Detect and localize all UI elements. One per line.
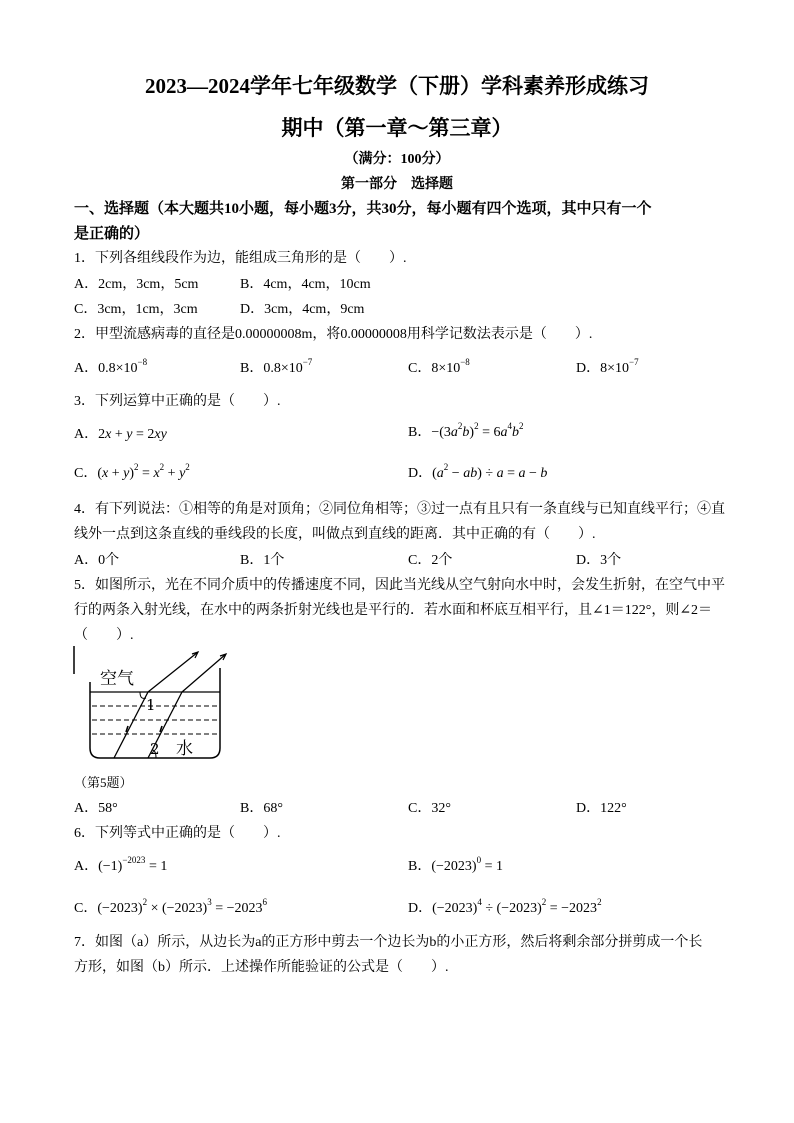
q2-option-b: B．$0.8\times 10^{-7}$ [240, 357, 313, 376]
q5-option-b: B．68° [240, 801, 283, 816]
q5-option-d: D．122° [576, 801, 627, 816]
q7-stem-line2: 方形，如图（b）所示．上述操作所能验证的公式是（ ）. [74, 960, 449, 975]
q2-stem: 2．甲型流感病毒的直径是0.00000008m，将0.00000008用科学记数法表示是（ ）. [74, 327, 593, 342]
q1-option-d: D．3cm，4cm，9cm [240, 302, 365, 317]
q4-option-d: D．3个 [576, 553, 622, 568]
exam-title: 2023—2024学年七年级数学（下册）学科素养形成练习 [145, 74, 649, 98]
q3-option-b: B．$-(3a^2b)^2 = 6a^4b^2$ [408, 421, 524, 440]
q6-option-c: C．$(-2023)^2 \times (-2023)^3 = -2023^6$ [74, 897, 267, 916]
q1-stem: 1．下列各组线段作为边，能组成三角形的是（ ）. [74, 251, 407, 266]
fig-label-angle2: 2 [150, 740, 160, 758]
q4-stem-line1: 4．有下列说法：①相等的角是对顶角；②同位角相等；③过一点有且只有一条直线与已知直线平行；④直 [74, 502, 725, 517]
q5-stem-line3: （ ）. [74, 628, 134, 643]
q7-stem-line1: 7．如图（a）所示，从边长为a的正方形中剪去一个边长为b的小正方形，然后将剩余部分拼剪成一个长 [74, 935, 703, 950]
q1-option-b: B．4cm，4cm，10cm [240, 277, 371, 292]
q5-stem-line1: 5．如图所示，光在不同介质中的传播速度不同，因此当光线从空气射向水中时，会发生折射，在空气中平 [74, 578, 725, 593]
q1-option-a: A．2cm，3cm，5cm [74, 277, 199, 292]
q3-option-d: D．$(a^2 - ab) \div a = a - b$ [408, 462, 548, 481]
q2-option-c: C．$8\times 10^{-8}$ [408, 357, 470, 376]
section-heading-line1: 一、选择题（本大题共10小题，每小题3分，共30分，每小题有四个选项，其中只有一个 [74, 201, 652, 217]
q1-option-c: C．3cm，1cm，3cm [74, 302, 198, 317]
fig-label-air: 空气 [100, 669, 134, 689]
q4-option-b: B．1个 [240, 553, 285, 568]
q5-option-c: C．32° [408, 801, 451, 816]
q4-option-a: A．0个 [74, 553, 120, 568]
part-heading: 第一部分 选择题 [341, 177, 453, 192]
q6-stem: 6．下列等式中正确的是（ ）. [74, 826, 281, 841]
q5-option-a: A．58° [74, 801, 118, 816]
q2-option-d: D．$8\times 10^{-7}$ [576, 357, 639, 376]
q4-stem-line2: 线外一点到这条直线的垂线段的长度，叫做点到直线的距离．其中正确的有（ ）. [74, 527, 596, 542]
fig-label-water: 水 [176, 739, 193, 759]
q6-option-b: B．$(-2023)^0 = 1$ [408, 855, 503, 874]
q3-option-c: C．$(x + y)^2 = x^2 + y^2$ [74, 462, 190, 481]
q6-option-d: D．$(-2023)^4 \div (-2023)^2 = -2023^2$ [408, 897, 602, 916]
exam-subtitle: 期中（第一章～第三章） [281, 116, 513, 140]
q5-figure-caption: （第5题） [74, 775, 133, 790]
section-heading-line2: 是正确的） [74, 226, 150, 242]
q5-stem-line2: 行的两条入射光线，在水中的两条折射光线也是平行的．若水面和杯底互相平行，且∠1＝122°，则∠2＝ [74, 603, 713, 618]
q5-refraction-figure [72, 644, 232, 766]
fig-label-angle1: 1 [146, 696, 156, 714]
q2-option-a: A．$0.8\times 10^{-8}$ [74, 357, 148, 376]
q6-option-a: A．$(-1)^{-2023} = 1$ [74, 855, 168, 874]
q4-option-c: C．2个 [408, 553, 453, 568]
q3-stem: 3．下列运算中正确的是（ ）. [74, 394, 281, 409]
q3-option-a: A．2x + y = 2xy [74, 427, 167, 442]
full-score: （满分：100分） [344, 152, 450, 167]
